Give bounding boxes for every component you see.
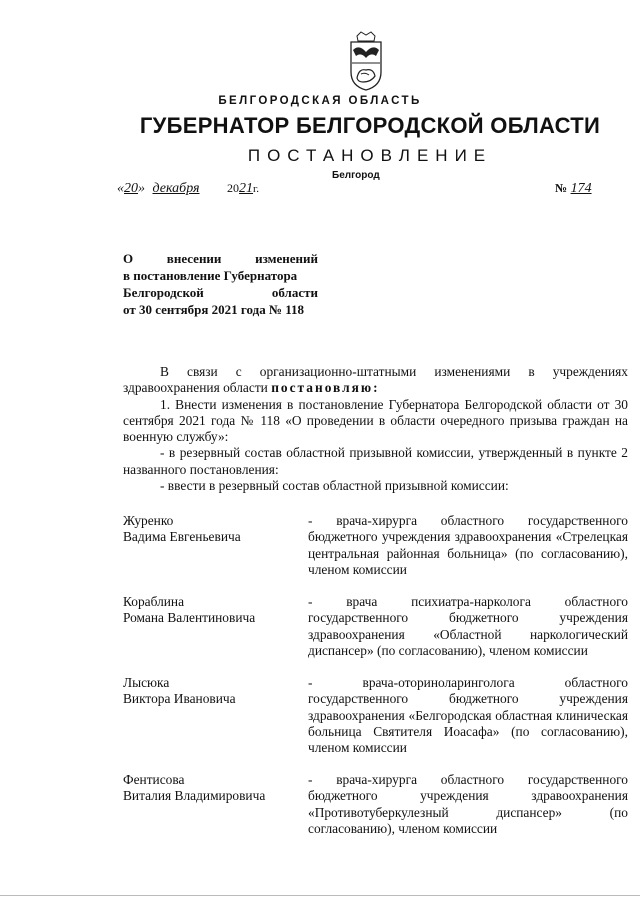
member-given-names: Романа Валентиновича [123,610,256,626]
document-title [123,250,318,318]
governor-heading: ГУБЕРНАТОР БЕЛГОРОДСКОЙ ОБЛАСТИ [139,113,601,138]
date-month: декабря [152,181,200,196]
paragraph-text: В связи с организационно-штатными изменениями в учреждениях здравоохранения области [123,364,628,396]
member-given-names: Вадима Евгеньевича [123,529,241,545]
document-body [123,364,628,494]
body-paragraph [123,364,628,397]
title-line: от 30 сентября 2021 года № 118 [123,302,305,317]
member-role: - врача-хирурга областного государственного бюджетного учреждения здравоохранения «Противотуберкулезный диспансер» (по согласованию), членом комиссии [308,772,628,836]
member-name [123,772,293,805]
region-heading: БЕЛГОРОДСКАЯ ОБЛАСТЬ [218,95,422,107]
member-surname: Лысюка [123,675,170,690]
title-line: Белгородской области [123,285,318,300]
member-name [123,675,293,708]
member-given-names: Виталия Владимировича [123,788,266,804]
member-surname: Кораблина [123,594,185,609]
member-role: - врача-хирурга областного государственного бюджетного учреждения здравоохранения «Стрелецкая центральная районная больница» (по согласованию), членом комиссии [308,513,628,577]
document-date [117,181,259,197]
title-line: в постановление Губернатора [123,268,298,283]
coat-of-arms-emblem [343,30,389,92]
member-name [123,594,293,627]
body-paragraph: - ввести в резервный состав областной призывной комиссии: [160,478,509,494]
member-surname: Фентисова [123,772,185,787]
document-number [555,181,592,197]
page-bottom-edge [0,895,640,896]
document-type-heading: ПОСТАНОВЛЕНИЕ [247,146,493,165]
number-value: 174 [570,181,592,196]
member-given-names: Виктора Ивановича [123,691,236,707]
date-open-quote: « [117,181,124,196]
member-role: - врача-оториноларинголога областного государственного бюджетного учреждения здравоохранения «Белгородская областная клиническая больница Святителя Иоасафа» (по согласованию), членом комиссии [308,675,628,756]
emphasized-word: постановляю: [271,380,380,396]
date-year-suffix-g: г. [253,183,260,195]
city-label: Белгород [332,170,380,181]
date-close-quote: » [138,181,145,196]
date-day: 20 [124,181,138,196]
number-sign: № [555,181,568,195]
member-name [123,513,293,546]
body-paragraph: - в резервный состав областной призывной комиссии, утвержденный в пункте 2 названного постановления: [123,445,628,477]
member-role: - врача психиатра-нарколога областного государственного бюджетного учреждения здравоохранения «Областной наркологический диспансер» (по согласованию), членом комиссии [308,594,628,658]
title-line: О внесении изменений [123,251,318,266]
body-paragraph: 1. Внести изменения в постановление Губернатора Белгородской области от 30 сентября 2021 года № 118 «О проведении в области очередного призыва граждан на военную службу»: [123,396,628,445]
member-surname: Журенко [123,513,174,528]
date-year-suffix: 21 [239,181,254,196]
date-year-prefix: 20 [227,181,240,195]
